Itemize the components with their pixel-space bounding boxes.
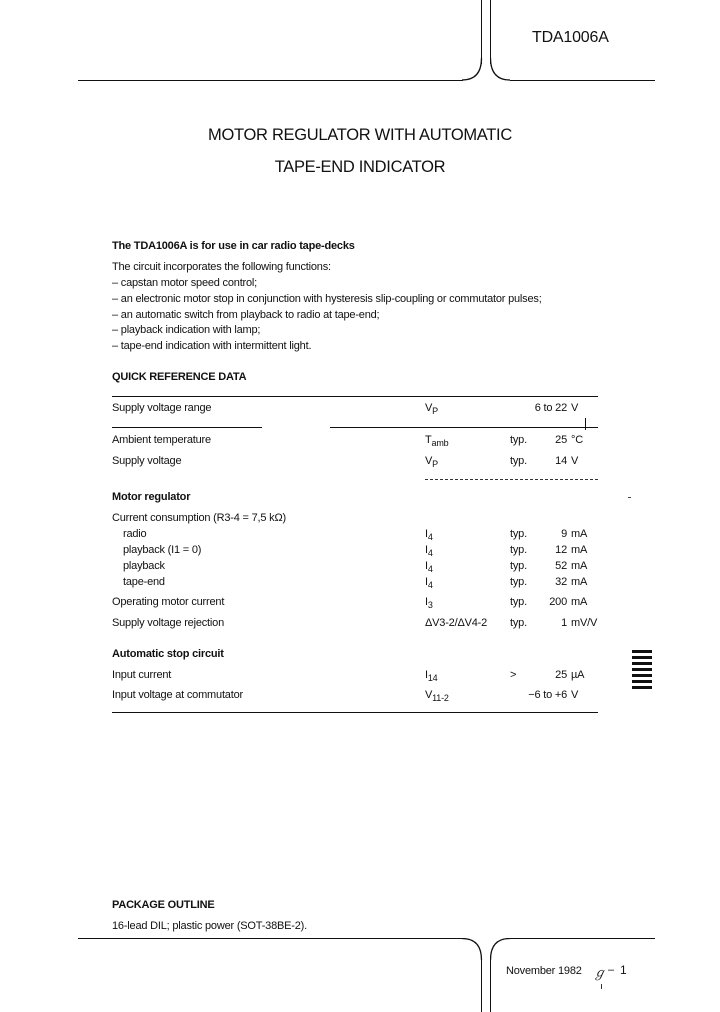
table-row (0, 560, 720, 576)
param: Supply voltage rejection (112, 617, 224, 629)
value: −6 to +6 (528, 689, 567, 701)
table-row (0, 434, 720, 450)
typ-marker: typ. (510, 455, 527, 467)
param: tape-end (123, 576, 165, 588)
param: Operating motor current (112, 596, 225, 608)
table-row (0, 617, 720, 633)
footer-rule-right (510, 938, 655, 939)
header-corner-left (456, 58, 486, 88)
symbol: $V_P$ (425, 455, 438, 469)
param: Supply voltage range (112, 402, 212, 414)
unit: mA (571, 528, 588, 540)
footer-speck (601, 984, 602, 989)
table-row (0, 689, 720, 705)
section-tab-marker (632, 650, 652, 689)
header-rule-left-vertical (481, 0, 482, 64)
table-row (0, 455, 720, 471)
package-heading: PACKAGE OUTLINE (112, 899, 215, 911)
typ-marker: > (510, 669, 517, 681)
unit: V (571, 402, 579, 414)
symbol: $I_4$ (425, 576, 433, 590)
unit: mA (571, 560, 588, 572)
function-item: – playback indication with lamp; (112, 324, 261, 336)
row-divider-tick (585, 418, 586, 430)
typ-marker: typ. (510, 528, 527, 540)
value: 25 (555, 669, 567, 681)
table-row (0, 544, 720, 560)
doc-title-line2: TAPE-END INDICATOR (274, 158, 446, 176)
symbol: $I_4$ (425, 544, 433, 558)
symbol: $I_4$ (425, 560, 433, 574)
value: 32 (555, 576, 567, 588)
intro-lead: The TDA1006A is for use in car radio tape-decks (112, 240, 355, 252)
value: 14 (555, 455, 567, 467)
row-divider (112, 427, 262, 428)
typ-marker: typ. (510, 544, 527, 556)
table-row (0, 528, 720, 544)
unit: µA (571, 669, 585, 681)
quick-ref-top-rule (112, 396, 598, 397)
typ-marker: typ. (510, 596, 527, 608)
unit: mA (571, 576, 588, 588)
value: 25 (555, 434, 567, 446)
unit: °C (571, 434, 583, 446)
param: Input current (112, 669, 172, 681)
param: radio (123, 528, 147, 540)
param: playback (I1 = 0) (123, 544, 202, 556)
footer-date: November 1982 (506, 965, 582, 977)
unit: mV/V (571, 617, 598, 629)
footer-rule-right-vertical (490, 960, 491, 1012)
param: Automatic stop circuit (112, 648, 224, 660)
doc-title-line1: MOTOR REGULATOR WITH AUTOMATIC (208, 126, 512, 144)
value: 1 (561, 617, 567, 629)
symbol: ΔV3-2/ΔV4-2 (425, 617, 488, 629)
typ-marker: typ. (510, 434, 527, 446)
function-item: – tape-end indication with intermittent light. (112, 340, 312, 352)
footer-rule-left-vertical (481, 960, 482, 1012)
param: Ambient temperature (112, 434, 211, 446)
typ-marker: typ. (510, 560, 527, 572)
value: 9 (561, 528, 567, 540)
param: Current consumption (R3-4 = 7,5 kΩ) (112, 512, 286, 524)
param: playback (123, 560, 165, 572)
unit: mA (571, 544, 588, 556)
function-item: – an automatic switch from playback to radio at tape-end; (112, 309, 380, 321)
table-section-heading (0, 648, 720, 664)
symbol: $T_{amb}$ (425, 434, 449, 448)
functions-heading: The circuit incorporates the following functions: (112, 261, 331, 273)
value: 6 to 22 (534, 402, 567, 414)
footer-mark: ℊ (593, 966, 607, 981)
symbol: $V_{11-2}$ (425, 689, 449, 703)
table-row (0, 402, 720, 418)
function-item: – capstan motor speed control; (112, 277, 258, 289)
footer-dash: – (608, 964, 615, 976)
table-section-heading (0, 491, 720, 507)
margin-speck (628, 497, 631, 498)
quick-ref-bottom-rule (112, 712, 598, 713)
header-rule-right-vertical (490, 0, 491, 64)
table-row (0, 576, 720, 592)
quick-ref-heading: QUICK REFERENCE DATA (112, 371, 247, 383)
function-item: – an electronic motor stop in conjunction with hysteresis slip-coupling or commutator pulses; (112, 293, 542, 305)
header-rule-left (78, 80, 463, 81)
row-divider (330, 427, 598, 428)
value: 200 (549, 596, 567, 608)
param: Supply voltage (112, 455, 182, 467)
value: 12 (555, 544, 567, 556)
unit: mA (571, 596, 588, 608)
footer-corner-right (490, 938, 520, 968)
part-number: TDA1006A (532, 29, 609, 46)
symbol: $I_3$ (425, 596, 433, 610)
typ-marker: typ. (510, 576, 527, 588)
footer-rule-left (78, 938, 463, 939)
header-corner-right (490, 58, 520, 88)
typ-marker: typ. (510, 617, 527, 629)
symbol: $I_{14}$ (425, 669, 438, 683)
symbol: $I_4$ (425, 528, 433, 542)
package-text: 16-lead DIL; plastic power (SOT-38BE-2). (112, 920, 307, 932)
table-row (0, 669, 720, 685)
value: 52 (555, 560, 567, 572)
symbol: $V_P$ (425, 402, 438, 416)
param: Input voltage at commutator (112, 689, 243, 701)
unit: V (571, 455, 579, 467)
row-divider-dashed (425, 479, 598, 480)
param: Motor regulator (112, 491, 191, 503)
page-number: 1 (620, 963, 627, 977)
unit: V (571, 689, 579, 701)
header-rule-right (510, 80, 655, 81)
table-row (0, 512, 720, 528)
table-row (0, 596, 720, 612)
